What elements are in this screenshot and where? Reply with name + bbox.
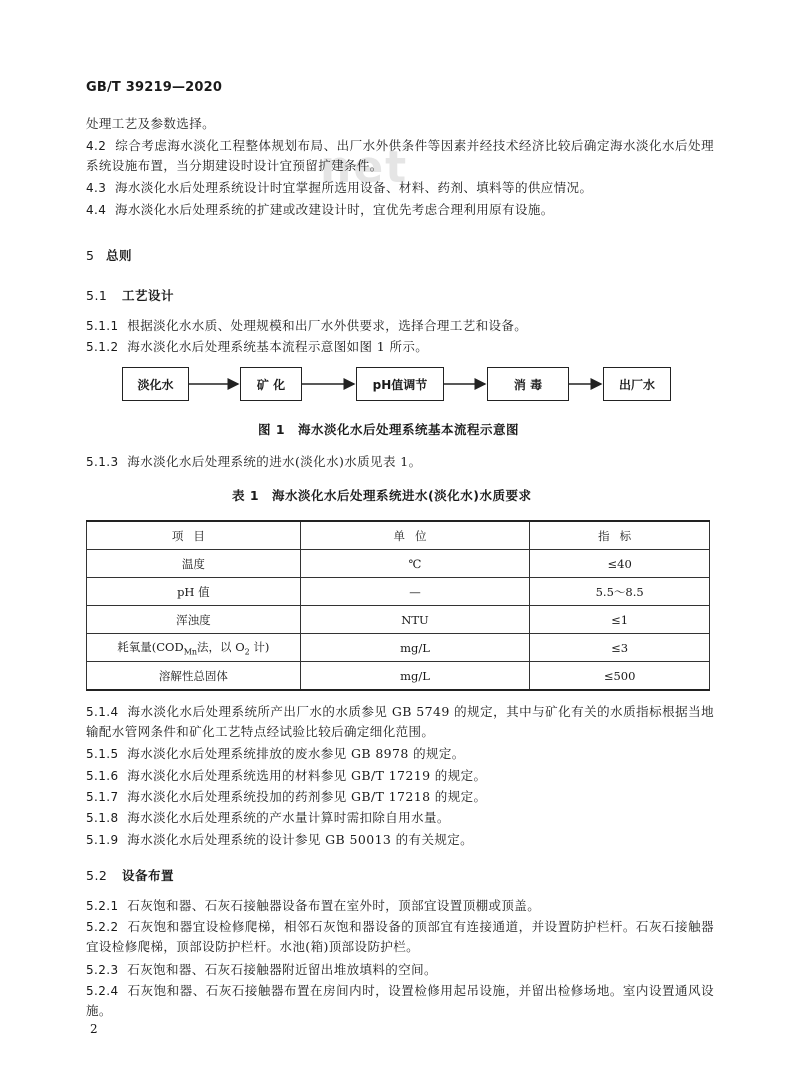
clause-text: 石灰饱和器、石灰石接触器设备布置在室外时，顶部宜设置顶棚或顶盖。 [127, 898, 541, 913]
paragraph-5-2-3 [86, 960, 714, 980]
table-caption: 表 1 海水淡化水后处理系统进水(淡化水)水质要求 [232, 488, 532, 503]
table-row [87, 606, 710, 634]
clause-number: 5.2.4 [86, 984, 119, 998]
flow-box-finished-water: 出厂水 [603, 367, 671, 401]
item-text: 法，以 O [197, 639, 245, 654]
clause-text: 海水淡化水后处理系统选用的材料参见 GB/T 17219 的规定。 [127, 768, 487, 783]
water-quality-table [86, 520, 710, 691]
clause-number: 5.1.6 [86, 769, 119, 783]
table-header-row [87, 521, 710, 550]
table-cell-item [87, 634, 301, 662]
clause-text: 海水淡化水后处理系统设计时宜掌握所选用设备、材料、药剂、填料等的供应情况。 [115, 180, 593, 195]
table-cell-unit: mg/L [300, 634, 530, 662]
flow-box-mineralization: 矿 化 [240, 367, 302, 401]
paragraph-5-1-4 [86, 702, 714, 742]
table-cell-unit: — [300, 578, 530, 606]
table-cell-unit: NTU [300, 606, 530, 634]
table-cell-unit: ℃ [300, 550, 530, 578]
table-cell-item: 温度 [87, 550, 301, 578]
standard-code-header: GB/T 39219—2020 [86, 80, 223, 95]
paragraph-5-1-7 [86, 787, 714, 807]
clause-number: 5.1.8 [86, 811, 119, 825]
clause-number: 5.1.2 [86, 340, 119, 354]
item-subscript: 2 [244, 647, 250, 657]
clause-text: 石灰饱和器、石灰石接触器布置在房间内时，设置检修用起吊设施，并留出检修场地。室内设置通风设施。 [86, 983, 714, 1018]
section-number: 5 [86, 248, 95, 263]
paragraph-5-2-2 [86, 917, 714, 957]
table-cell-value: ≤40 [530, 550, 710, 578]
item-subscript: Mn [183, 647, 198, 657]
section-number: 5.2 [86, 868, 108, 883]
paragraph-5-2-1 [86, 896, 714, 916]
table-row [87, 550, 710, 578]
flow-box-desalinated-water: 淡化水 [122, 367, 189, 401]
clause-number: 4.3 [86, 181, 107, 195]
paragraph-5-1-5 [86, 744, 714, 764]
table-cell-value: ≤500 [530, 662, 710, 691]
clause-number: 5.1.5 [86, 747, 119, 761]
table-header-cell: 单位 [300, 521, 530, 550]
clause-text: 海水淡化水后处理系统投加的药剂参见 GB/T 17218 的规定。 [127, 789, 487, 804]
table-cell-item: pH 值 [87, 578, 301, 606]
section-title: 总则 [106, 248, 133, 263]
paragraph-4-1-tail: 处理工艺及参数选择。 [86, 116, 216, 131]
clause-text: 海水淡化水后处理系统的进水(淡化水)水质见表 1。 [127, 454, 422, 469]
flow-arrows [0, 0, 800, 420]
clause-text: 海水淡化水后处理系统的产水量计算时需扣除自用水量。 [127, 810, 450, 825]
clause-text: 石灰饱和器、石灰石接触器附近留出堆放填料的空间。 [127, 962, 437, 977]
paragraph-5-1-8 [86, 808, 714, 828]
clause-text: 海水淡化水后处理系统基本流程示意图如图 1 所示。 [127, 339, 429, 354]
section-number: 5.1 [86, 288, 108, 303]
figure-caption: 图 1 海水淡化水后处理系统基本流程示意图 [258, 422, 520, 437]
table-cell-value: ≤1 [530, 606, 710, 634]
table-header-cell: 项目 [87, 521, 301, 550]
clause-text: 海水淡化水后处理系统的扩建或改建设计时，宜优先考虑合理利用原有设施。 [115, 202, 554, 217]
paragraph-5-1-3 [86, 452, 714, 472]
clause-text: 综合考虑海水淡化工程整体规划布局、出厂水外供条件等因素并经技术经济比较后确定海水淡化水后处理系统设施布置，当分期建设时设计宜预留扩建条件。 [86, 138, 714, 173]
clause-number: 5.2.3 [86, 963, 119, 977]
clause-text: 海水淡化水后处理系统排放的废水参见 GB 8978 的规定。 [127, 746, 465, 761]
paragraph-5-1-9 [86, 830, 714, 850]
clause-number: 5.1.9 [86, 833, 119, 847]
table-row [87, 662, 710, 691]
clause-text: 海水淡化水后处理系统的设计参见 GB 50013 的有关规定。 [127, 832, 474, 847]
item-text: 耗氧量(COD [117, 639, 184, 654]
table-header-cell: 指标 [530, 521, 710, 550]
paragraph-5-2-4 [86, 981, 714, 1021]
clause-number: 5.2.2 [86, 920, 119, 934]
table-row [87, 634, 710, 662]
flow-box-disinfection: 消 毒 [487, 367, 569, 401]
clause-text: 海水淡化水后处理系统所产出厂水的水质参见 GB 5749 的规定，其中与矿化有关的水质指标根据当地输配水管网条件和矿化工艺特点经试验比较后确定细化范围。 [86, 704, 714, 739]
clause-number: 5.1.7 [86, 790, 119, 804]
clause-number: 5.1.1 [86, 319, 119, 333]
page-number: 2 [90, 1022, 98, 1036]
flow-box-ph-adjustment: pH值调节 [356, 367, 444, 401]
watermark: net [320, 142, 409, 193]
item-text: 计) [249, 639, 270, 654]
table-row [87, 578, 710, 606]
paragraph-5-1-6 [86, 766, 714, 786]
table-cell-unit: mg/L [300, 662, 530, 691]
clause-number: 4.4 [86, 203, 107, 217]
table-cell-value: 5.5～8.5 [530, 578, 710, 606]
clause-number: 5.1.4 [86, 705, 119, 719]
clause-text: 根据淡化水水质、处理规模和出厂水外供要求，选择合理工艺和设备。 [127, 318, 528, 333]
section-title: 设备布置 [122, 868, 175, 883]
table-cell-value: ≤3 [530, 634, 710, 662]
clause-number: 4.2 [86, 139, 107, 153]
clause-number: 5.2.1 [86, 899, 119, 913]
clause-text: 石灰饱和器宜设检修爬梯，相邻石灰饱和器设备的顶部宜有连接通道，并设置防护栏杆。石灰石接触器宜设检修爬梯，顶部设防护栏杆。水池(箱)顶部设防护栏。 [86, 919, 714, 954]
clause-number: 5.1.3 [86, 455, 119, 469]
table-cell-item: 溶解性总固体 [87, 662, 301, 691]
section-5-2-heading [86, 866, 174, 884]
section-title: 工艺设计 [122, 288, 175, 303]
table-cell-item: 浑浊度 [87, 606, 301, 634]
